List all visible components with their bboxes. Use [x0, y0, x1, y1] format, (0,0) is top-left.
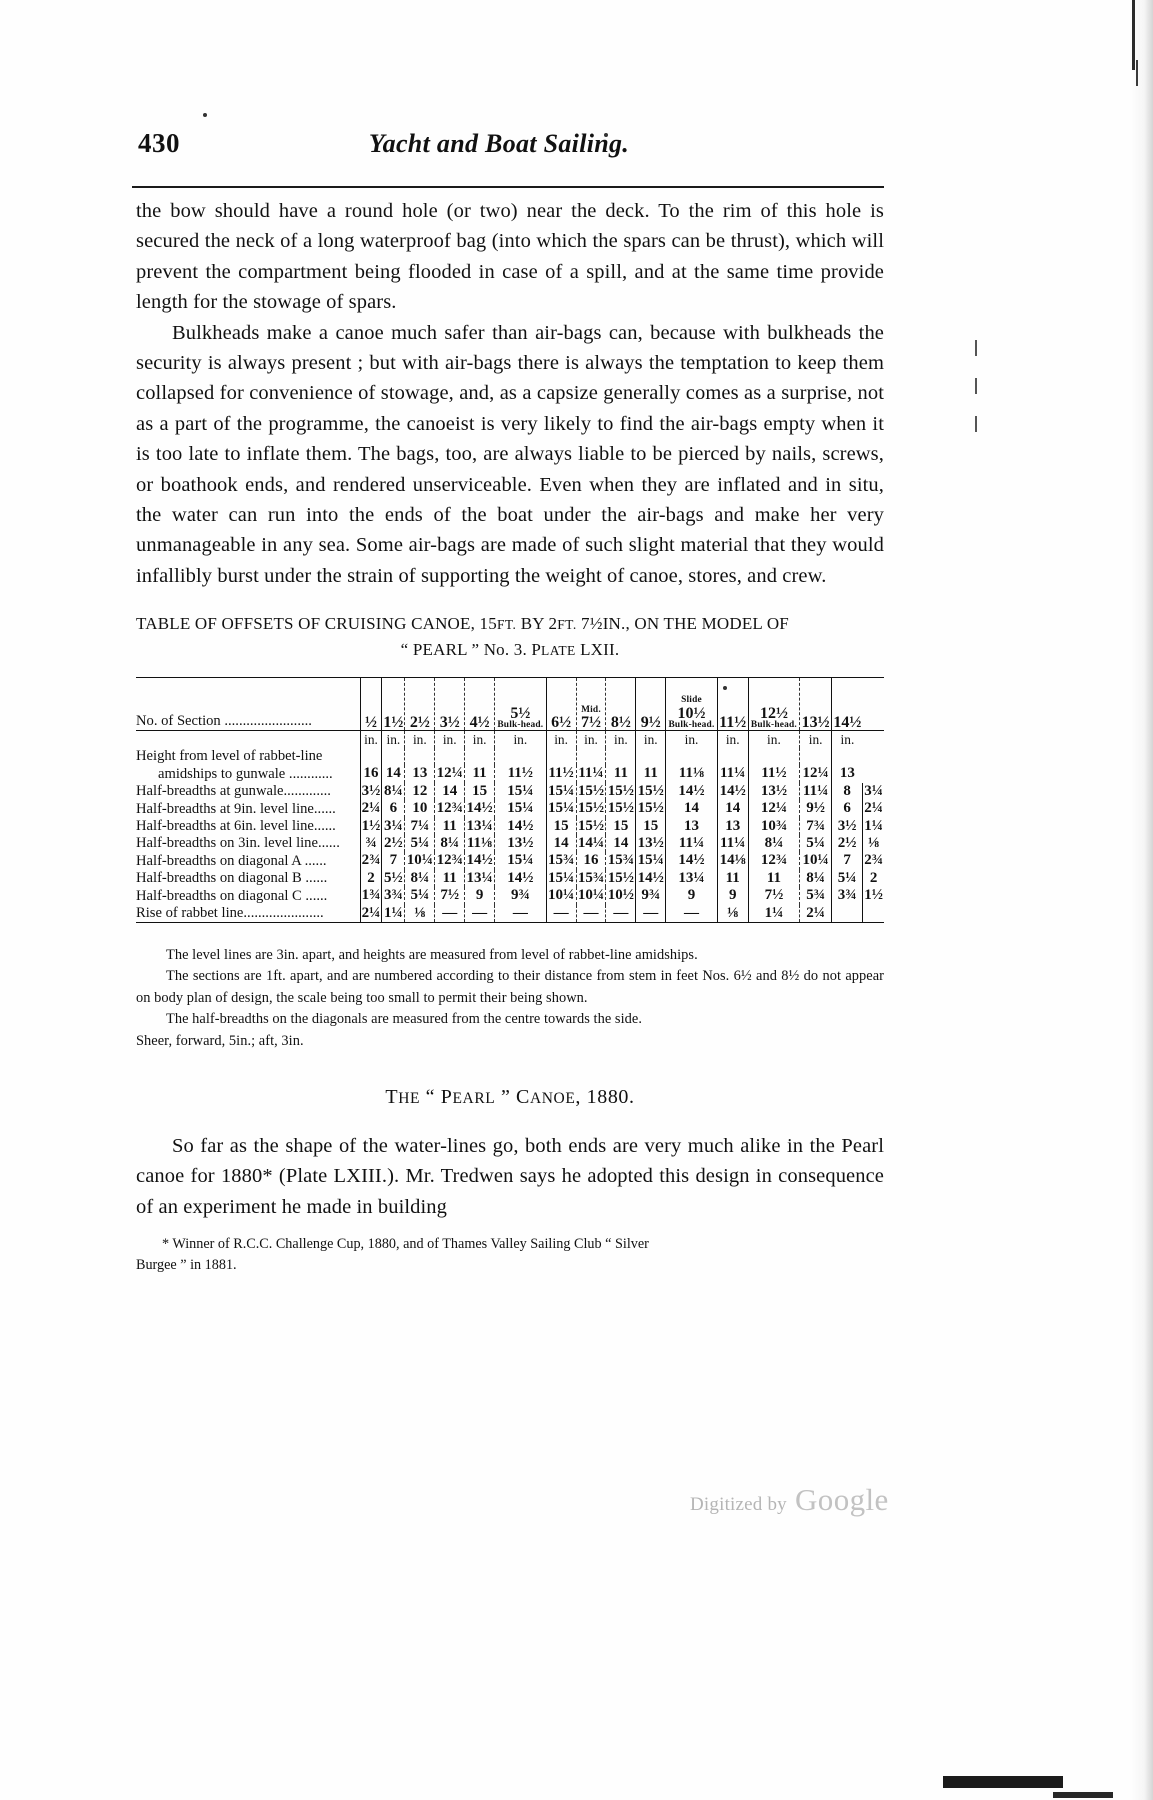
cell: 7¾	[800, 818, 832, 835]
scan-artifact-blob-secondary	[1053, 1792, 1113, 1798]
cell: ⅛	[717, 905, 748, 923]
cell: 8¼	[405, 870, 435, 887]
note-1: The level lines are 3in. apart, and heights are measured from level of rabbet-line amidships.	[166, 946, 698, 963]
section-value-3: 3½	[439, 714, 460, 732]
cell: 14½	[666, 783, 718, 800]
cell: 15¼	[495, 852, 547, 869]
section-value-2: 2½	[409, 714, 430, 732]
cell: 14½	[495, 870, 547, 887]
cell: 8	[832, 783, 863, 800]
cell: 11½	[748, 765, 800, 782]
cell: 13¼	[666, 870, 718, 887]
cell: 15½	[577, 782, 605, 799]
row-label: Half-breadths on 3in. level line......	[136, 835, 340, 852]
table-caption	[136, 611, 884, 663]
cell: 3¾	[382, 887, 405, 904]
cell: 7	[832, 852, 863, 869]
cell: 13	[717, 818, 748, 835]
cell: 14½	[637, 869, 664, 886]
section-value-5: 5½	[510, 704, 531, 722]
cell: 2¼	[864, 800, 884, 817]
table-caption-line-1: TABLE OF OFFSETS OF CRUISING CANOE, 15FT. BY 2FT. 7½IN., ON THE MODEL OF	[136, 614, 789, 634]
cell: 14½	[466, 800, 493, 817]
cell: 2½	[382, 835, 405, 852]
cell: 14½	[666, 852, 718, 869]
cell: 2¼	[361, 904, 381, 921]
section-tag-above-7: Mid.	[581, 704, 601, 715]
cell: 2¼	[800, 905, 832, 923]
cell: 14	[717, 800, 748, 817]
cell: 9	[465, 887, 495, 904]
table-notes	[136, 945, 884, 1052]
table-row	[136, 818, 884, 835]
cell: 12¼	[748, 800, 800, 817]
cell: 11½	[546, 765, 576, 782]
section-col-6	[546, 678, 576, 731]
cell: 14¼	[577, 834, 605, 851]
cell: 14½	[495, 818, 547, 835]
section-value-10: 10½	[677, 704, 706, 722]
cell: 13¼	[466, 817, 493, 834]
section-header-label: No. of Section ........................	[136, 713, 312, 730]
section-value-8: 8½	[610, 714, 631, 732]
section-value-14: 14½	[833, 714, 862, 732]
cell: 9¾	[495, 887, 547, 904]
cell: 13½	[637, 834, 664, 851]
unit-row-label	[136, 731, 360, 749]
cell: 5¾	[800, 887, 832, 904]
cell: 5¼	[405, 887, 435, 904]
cell: 14	[435, 783, 465, 800]
offsets-table-head	[136, 678, 884, 749]
cell: 15¼	[495, 783, 547, 800]
cell: 15¼	[547, 782, 575, 799]
table-row	[136, 870, 884, 887]
cell: 15¾	[607, 852, 634, 869]
cell: 11¼	[717, 765, 748, 782]
cell: 1½	[864, 887, 884, 904]
section-col-7	[576, 678, 606, 731]
cell: 11⅛	[666, 765, 718, 782]
cell: 14	[606, 835, 636, 852]
section-value-1: 1½	[383, 714, 404, 732]
unit-cell-2: in.	[405, 731, 435, 749]
cell: 15½	[607, 782, 634, 799]
footnote-line-1: * Winner of R.C.C. Challenge Cup, 1880, and of Thames Valley Sailing Club “ Silver	[162, 1236, 649, 1253]
cell: 15	[606, 818, 636, 835]
scan-edge-shadow	[1131, 0, 1153, 1800]
cell: 13½	[748, 783, 800, 800]
cell: 9	[666, 887, 718, 904]
cell: 15½	[577, 800, 605, 817]
footnote-block	[136, 1234, 884, 1275]
cell: 1¼	[382, 905, 405, 923]
note-3: The half-breadths on the diagonals are measured from the centre towards the side.	[166, 1011, 642, 1028]
cell: 3¾	[832, 887, 863, 904]
section-value-13: 13½	[801, 714, 830, 732]
section-col-14	[832, 678, 863, 731]
google-watermark	[690, 1482, 889, 1518]
cell: 14	[666, 800, 718, 817]
cell: 14	[546, 835, 576, 852]
cell: —	[606, 905, 636, 923]
cell: 1½	[361, 817, 381, 834]
section-col-1	[382, 678, 405, 731]
cell: 14½	[466, 852, 493, 869]
unit-cell-3: in.	[435, 731, 465, 749]
cell: 11¼	[666, 835, 718, 852]
cell: 11	[435, 870, 465, 887]
cell: —	[576, 905, 606, 923]
table-row	[136, 905, 884, 923]
section-value-0: ½	[365, 714, 378, 732]
row-label: Half-breadths at 9in. level line......	[136, 800, 336, 817]
cell: 7¼	[405, 818, 435, 835]
cell: 15¼	[637, 852, 664, 869]
cell: 15¼	[547, 869, 575, 886]
section-col-8	[606, 678, 636, 731]
cell: 6	[382, 800, 405, 817]
cell: 9	[717, 887, 748, 904]
cell: 15½	[607, 869, 634, 886]
cell: 2¾	[864, 852, 884, 869]
row-label: Half-breadths on diagonal C ......	[136, 887, 328, 904]
cell: 10½	[607, 887, 634, 904]
cell: 15¼	[547, 800, 575, 817]
cell: 2¼	[361, 800, 381, 817]
section-col-13	[800, 678, 832, 731]
section-tag-below-12: Bulk-head.	[750, 719, 797, 730]
section-col-4	[465, 678, 495, 731]
cell: 13	[832, 765, 863, 782]
section-col-5	[495, 678, 547, 731]
cell: 7	[382, 852, 405, 869]
section-value-7: 7½	[580, 714, 601, 732]
table-row	[136, 765, 884, 782]
cell: 5¼	[800, 835, 832, 852]
scan-artifact-bar	[1132, 0, 1135, 70]
page-speck	[203, 113, 207, 117]
row-label-height-line2: amidships to gunwale ............	[158, 765, 333, 782]
cell: 8¼	[748, 835, 800, 852]
cell: —	[666, 905, 718, 923]
cell: 11½	[495, 765, 547, 782]
section-col-2	[405, 678, 435, 731]
cell: 11¼	[576, 765, 606, 782]
unit-cell-11: in.	[717, 731, 748, 749]
cell: 11⅛	[465, 835, 495, 852]
unit-cell-13: in.	[800, 731, 832, 749]
cell: 15½	[607, 800, 634, 817]
row-label-height-line1: Height from level of rabbet-line	[136, 748, 323, 765]
page-number: 430	[138, 128, 180, 158]
cell: 10¼	[406, 852, 433, 869]
cell: 15½	[637, 782, 664, 799]
cell: 14½	[717, 783, 748, 800]
cell: 12	[405, 783, 435, 800]
table-row	[136, 887, 884, 904]
cell: 13½	[495, 835, 547, 852]
unit-cell-5: in.	[495, 731, 547, 749]
row-label: Half-breadths at gunwale.............	[136, 783, 331, 800]
paragraph-2: Bulkheads make a canoe much safer than air-bags can, because with bulkheads the security is always present ; but with air-bags there is always the temptation to keep them collapsed for convenience of stowage, and, as a capsize generally comes as a surprise, not as a part of the programme, the canoeist is very likely to find the air-bags empty when it is too late to inflate them. The bags, too, are always liable to be pierced by nails, screws, or boathook ends, and rendered unserviceable. Even when they are inflated and in situ, the water can run into the ends of the boat under the air-bags and make her very unmanageable in any sea. Some air-bags are made of such slight material that they would infallibly burst under the strain of supporting the weight of canoe, stores, and crew.	[136, 321, 884, 587]
cell: 8¼	[382, 783, 405, 800]
cell: 10¾	[748, 818, 800, 835]
cell: 10¼	[547, 887, 575, 904]
section-tag-above-10: Slide	[681, 695, 702, 706]
cell: 11	[606, 765, 636, 782]
cell: 15¼	[495, 800, 547, 817]
cell: 12¼	[800, 765, 832, 782]
cell: —	[546, 905, 576, 923]
watermark-digitized-text: Digitized by	[690, 1494, 787, 1515]
cell: 10	[405, 800, 435, 817]
footnote-line-2: Burgee ” in 1881.	[136, 1256, 237, 1273]
cell: 5¼	[405, 835, 435, 852]
cell: 1¼	[864, 817, 884, 834]
section-value-11: 11½	[719, 714, 747, 732]
cell: 5¼	[832, 870, 863, 887]
cell: 3½	[361, 782, 381, 799]
cell: 14	[382, 765, 405, 782]
cell: 7½	[748, 887, 800, 904]
row-label: Half-breadths at 6in. level line......	[136, 817, 336, 834]
cell: 2½	[832, 835, 863, 852]
cell: 8¼	[800, 870, 832, 887]
cell: 11	[435, 818, 465, 835]
table-caption-line-2: “ PEARL ” No. 3. PLATE LXII.	[400, 640, 620, 660]
section-value-4: 4½	[469, 714, 490, 732]
cell: 6	[832, 800, 863, 817]
cell: 13	[666, 818, 718, 835]
cell	[863, 905, 884, 923]
unit-cell-8: in.	[606, 731, 636, 749]
section-col-12	[748, 678, 800, 731]
cell: 1¼	[748, 905, 800, 923]
section-value-12: 12½	[759, 704, 788, 722]
paragraph-1: the bow should have a round hole (or two) near the deck. To the rim of this hole is secured the neck of a long waterproof bag (into which the spars can be thrust), which will prevent the compartment being flooded in case of a spill, and at the same time provide length for the stowage of spars.	[136, 200, 884, 314]
section-col-9	[636, 678, 666, 731]
page-header	[138, 128, 898, 159]
cell: 12¾	[436, 800, 463, 817]
cell: 13¼	[466, 869, 493, 886]
cell: 11¼	[717, 835, 748, 852]
cell: 7½	[435, 887, 465, 904]
cell: 10¼	[800, 852, 832, 869]
scan-artifact-bar-secondary	[1136, 60, 1138, 86]
unit-cell-7: in.	[576, 731, 606, 749]
cell: 3½	[832, 818, 863, 835]
unit-cell-9: in.	[636, 731, 666, 749]
cell: 11	[465, 765, 495, 782]
cell: 11	[717, 870, 748, 887]
row-label: Rise of rabbet line......................	[136, 904, 324, 921]
cell	[832, 905, 863, 923]
table-row	[136, 852, 884, 869]
watermark-brand-text: Google	[795, 1482, 889, 1517]
section-col-10	[666, 678, 718, 731]
closing-paragraph: So far as the shape of the water-lines go, both ends are very much alike in the Pearl canoe for 1880* (Plate LXIII.). Mr. Tredwen says he adopted this design in consequence of an experiment he made in building	[136, 1134, 884, 1218]
header-rule	[132, 186, 884, 188]
cell: 12¾	[748, 852, 800, 869]
cell: —	[636, 905, 666, 923]
unit-cell-14: in.	[832, 731, 863, 749]
cell: 13	[405, 765, 435, 782]
cell: 1¾	[361, 887, 381, 904]
cell: 5½	[382, 870, 405, 887]
cell: 2	[863, 870, 884, 887]
section-col-3	[435, 678, 465, 731]
cell: 15	[636, 818, 666, 835]
section-col-0	[360, 678, 382, 731]
cell: 3¼	[382, 818, 405, 835]
cell: 11	[636, 765, 666, 782]
row-label: Half-breadths on diagonal A ......	[136, 852, 327, 869]
cell: 11¼	[800, 783, 832, 800]
cell: 9¾	[636, 887, 666, 904]
table-row	[136, 800, 884, 817]
section-value-9: 9½	[640, 714, 661, 732]
section-value-6: 6½	[551, 714, 572, 732]
cell: 16	[576, 852, 606, 869]
cell: 9½	[800, 800, 832, 817]
row-label: Half-breadths on diagonal B ......	[136, 870, 328, 887]
section-col-11	[717, 678, 748, 731]
cell: 15½	[637, 800, 664, 817]
table-row	[136, 748, 884, 765]
offsets-table	[136, 677, 884, 923]
unit-cell-12: in.	[748, 731, 800, 749]
cell: 12¾	[436, 852, 463, 869]
cell: 14⅛	[717, 852, 748, 869]
cell: 15¾	[577, 869, 605, 886]
unit-cell-6: in.	[546, 731, 576, 749]
cell: 11	[748, 870, 800, 887]
cell: 15¾	[547, 852, 575, 869]
offsets-table-body	[136, 748, 884, 922]
section-tag-below-5: Bulk-head.	[497, 719, 544, 730]
section-tag-below-10: Bulk-head.	[668, 719, 715, 730]
cell: ¾	[360, 835, 382, 852]
cell: —	[465, 905, 495, 923]
margin-tick-marks	[975, 340, 979, 470]
cell: —	[435, 905, 465, 923]
cell: 15½	[577, 817, 605, 834]
table-row	[136, 783, 884, 800]
section-subheading: THE “ PEARL ” CANOE, 1880.	[385, 1085, 635, 1108]
running-title: Yacht and Boat Sailing.	[368, 129, 630, 158]
unit-cell-4: in.	[465, 731, 495, 749]
unit-row	[136, 731, 884, 749]
unit-cell-1: in.	[382, 731, 405, 749]
cell: 15	[546, 818, 576, 835]
cell: 3¼	[864, 782, 884, 799]
cell: 2	[360, 870, 382, 887]
table-row	[136, 835, 884, 852]
cell: ⅛	[405, 905, 435, 923]
cell: 15	[465, 783, 495, 800]
cell: 8¼	[435, 835, 465, 852]
cell: 2¾	[361, 852, 381, 869]
scan-artifact-blob	[943, 1776, 1063, 1788]
cell: 12¼	[436, 765, 463, 782]
note-2: The sections are 1ft. apart, and are numbered according to their distance from stem in feet Nos. 6½ and 8½ do not appear on body plan of design, the scale being too small to permit their being shown.	[136, 968, 884, 1006]
section-header-row	[136, 678, 884, 731]
cell: ⅛	[863, 835, 884, 852]
note-4: Sheer, forward, 5in.; aft, 3in.	[136, 1032, 304, 1049]
cell: 16	[360, 765, 382, 782]
unit-cell-10: in.	[666, 731, 718, 749]
cell: —	[495, 905, 547, 923]
unit-cell-0: in.	[360, 731, 382, 749]
body-column	[136, 196, 884, 1275]
cell: 10¼	[577, 887, 605, 904]
